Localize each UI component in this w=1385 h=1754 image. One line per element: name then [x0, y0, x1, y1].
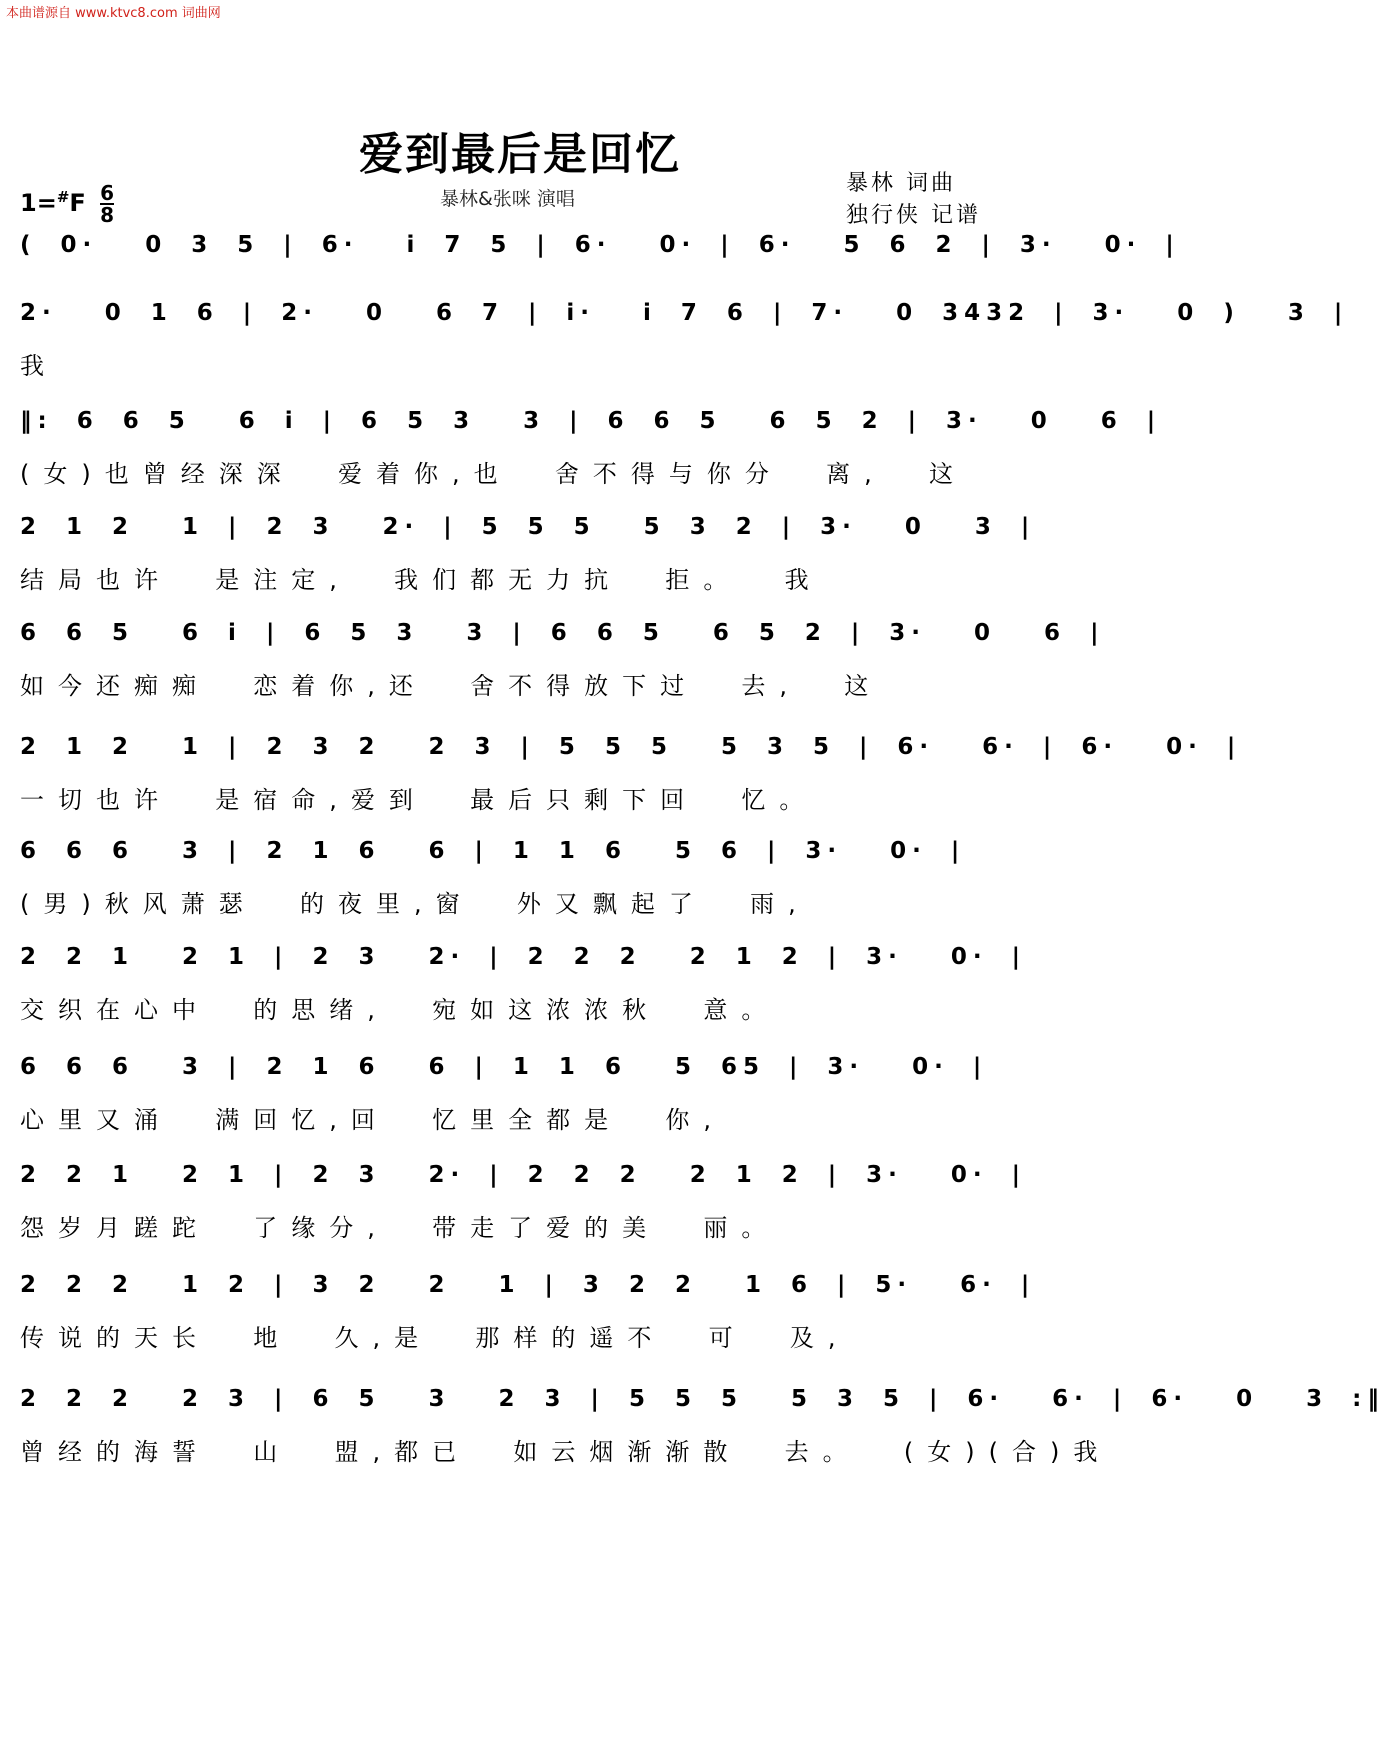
lyric-line: (女)也曾经深深 爱着你,也 舍不得与你分 离, 这: [20, 460, 968, 488]
key-signature: [20, 183, 114, 225]
notation-line: 6 6 6 3 | 2 1 6 6 | 1 1 6 5 65 | 3· 0· |: [20, 1054, 988, 1080]
lyric-line: 传说的天长 地 久,是 那样的遥不 可 及,: [20, 1324, 850, 1352]
notation-line: 2 2 2 1 2 | 3 2 2 1 | 3 2 2 1 6 | 5· 6· |: [20, 1272, 1036, 1298]
notation-line: 6 6 5 6 i | 6 5 3 3 | 6 6 5 6 5 2 | 3· 0 6 |: [20, 620, 1105, 646]
time-denominator: 8: [100, 203, 115, 227]
lyric-line: 怨岁月蹉跎 了缘分, 带走了爱的美 丽。: [20, 1214, 780, 1242]
lyric-line: 结局也许 是注定, 我们都无力抗 拒。 我: [20, 566, 823, 594]
lyric-line: 心里又涌 满回忆,回 忆里全都是 你,: [20, 1106, 726, 1134]
lyric-line: 一切也许 是宿命,爱到 最后只剩下回 忆。: [20, 786, 818, 814]
lyric-line: (男)秋风萧瑟 的夜里,窗 外又飘起了 雨,: [20, 890, 810, 918]
notation-line: ‖: 6 6 5 6 i | 6 5 3 3 | 6 6 5 6 5 2 | 3· 0 6 |: [20, 408, 1162, 434]
watermark: 本曲谱源自 www.ktvc8.com 词曲网: [6, 6, 221, 21]
credit-transcriber: 独行侠 记谱: [846, 203, 981, 228]
notation-line: 2 1 2 1 | 2 3 2· | 5 5 5 5 3 2 | 3· 0 3 |: [20, 514, 1036, 540]
notation-line: 2 2 1 2 1 | 2 3 2· | 2 2 2 2 1 2 | 3· 0· |: [20, 944, 1027, 970]
key-note: F: [69, 189, 86, 217]
singers: 暴林&张咪 演唱: [440, 188, 575, 210]
lyric-line: 曾经的海誓 山 盟,都已 如云烟渐渐散 去。 (女)(合)我: [20, 1438, 1112, 1466]
lyric-line: 交织在心中 的思绪, 宛如这浓浓秋 意。: [20, 996, 780, 1024]
notation-line: 2 2 1 2 1 | 2 3 2· | 2 2 2 2 1 2 | 3· 0· |: [20, 1162, 1027, 1188]
notation-line: ( 0· 0 3 5 | 6· i 7 5 | 6· 0· | 6· 5 6 2 | 3· 0· |: [20, 232, 1180, 258]
lyric-line: 如今还痴痴 恋着你,还 舍不得放下过 去, 这: [20, 672, 883, 700]
notation-line: 2· 0 1 6 | 2· 0 6 7 | i· i 7 6 | 7· 0 3432 | 3· 0 ) 3 |: [20, 300, 1349, 326]
key-prefix: 1=: [20, 189, 57, 217]
time-numerator: 6: [100, 181, 115, 205]
notation-line: 6 6 6 3 | 2 1 6 6 | 1 1 6 5 6 | 3· 0· |: [20, 838, 966, 864]
time-signature: [100, 183, 114, 225]
credit-lyrics: 暴林 词曲: [846, 171, 956, 196]
key-sharp: #: [56, 188, 70, 206]
notation-line: 2 1 2 1 | 2 3 2 2 3 | 5 5 5 5 3 5 | 6· 6· | 6· 0· |: [20, 734, 1242, 760]
song-title: 爱到最后是回忆: [359, 129, 681, 180]
notation-line: 2 2 2 2 3 | 6 5 3 2 3 | 5 5 5 5 3 5 | 6· 6· | 6· 0 3 :‖: [20, 1386, 1385, 1412]
lyric-line: 我: [20, 352, 58, 380]
